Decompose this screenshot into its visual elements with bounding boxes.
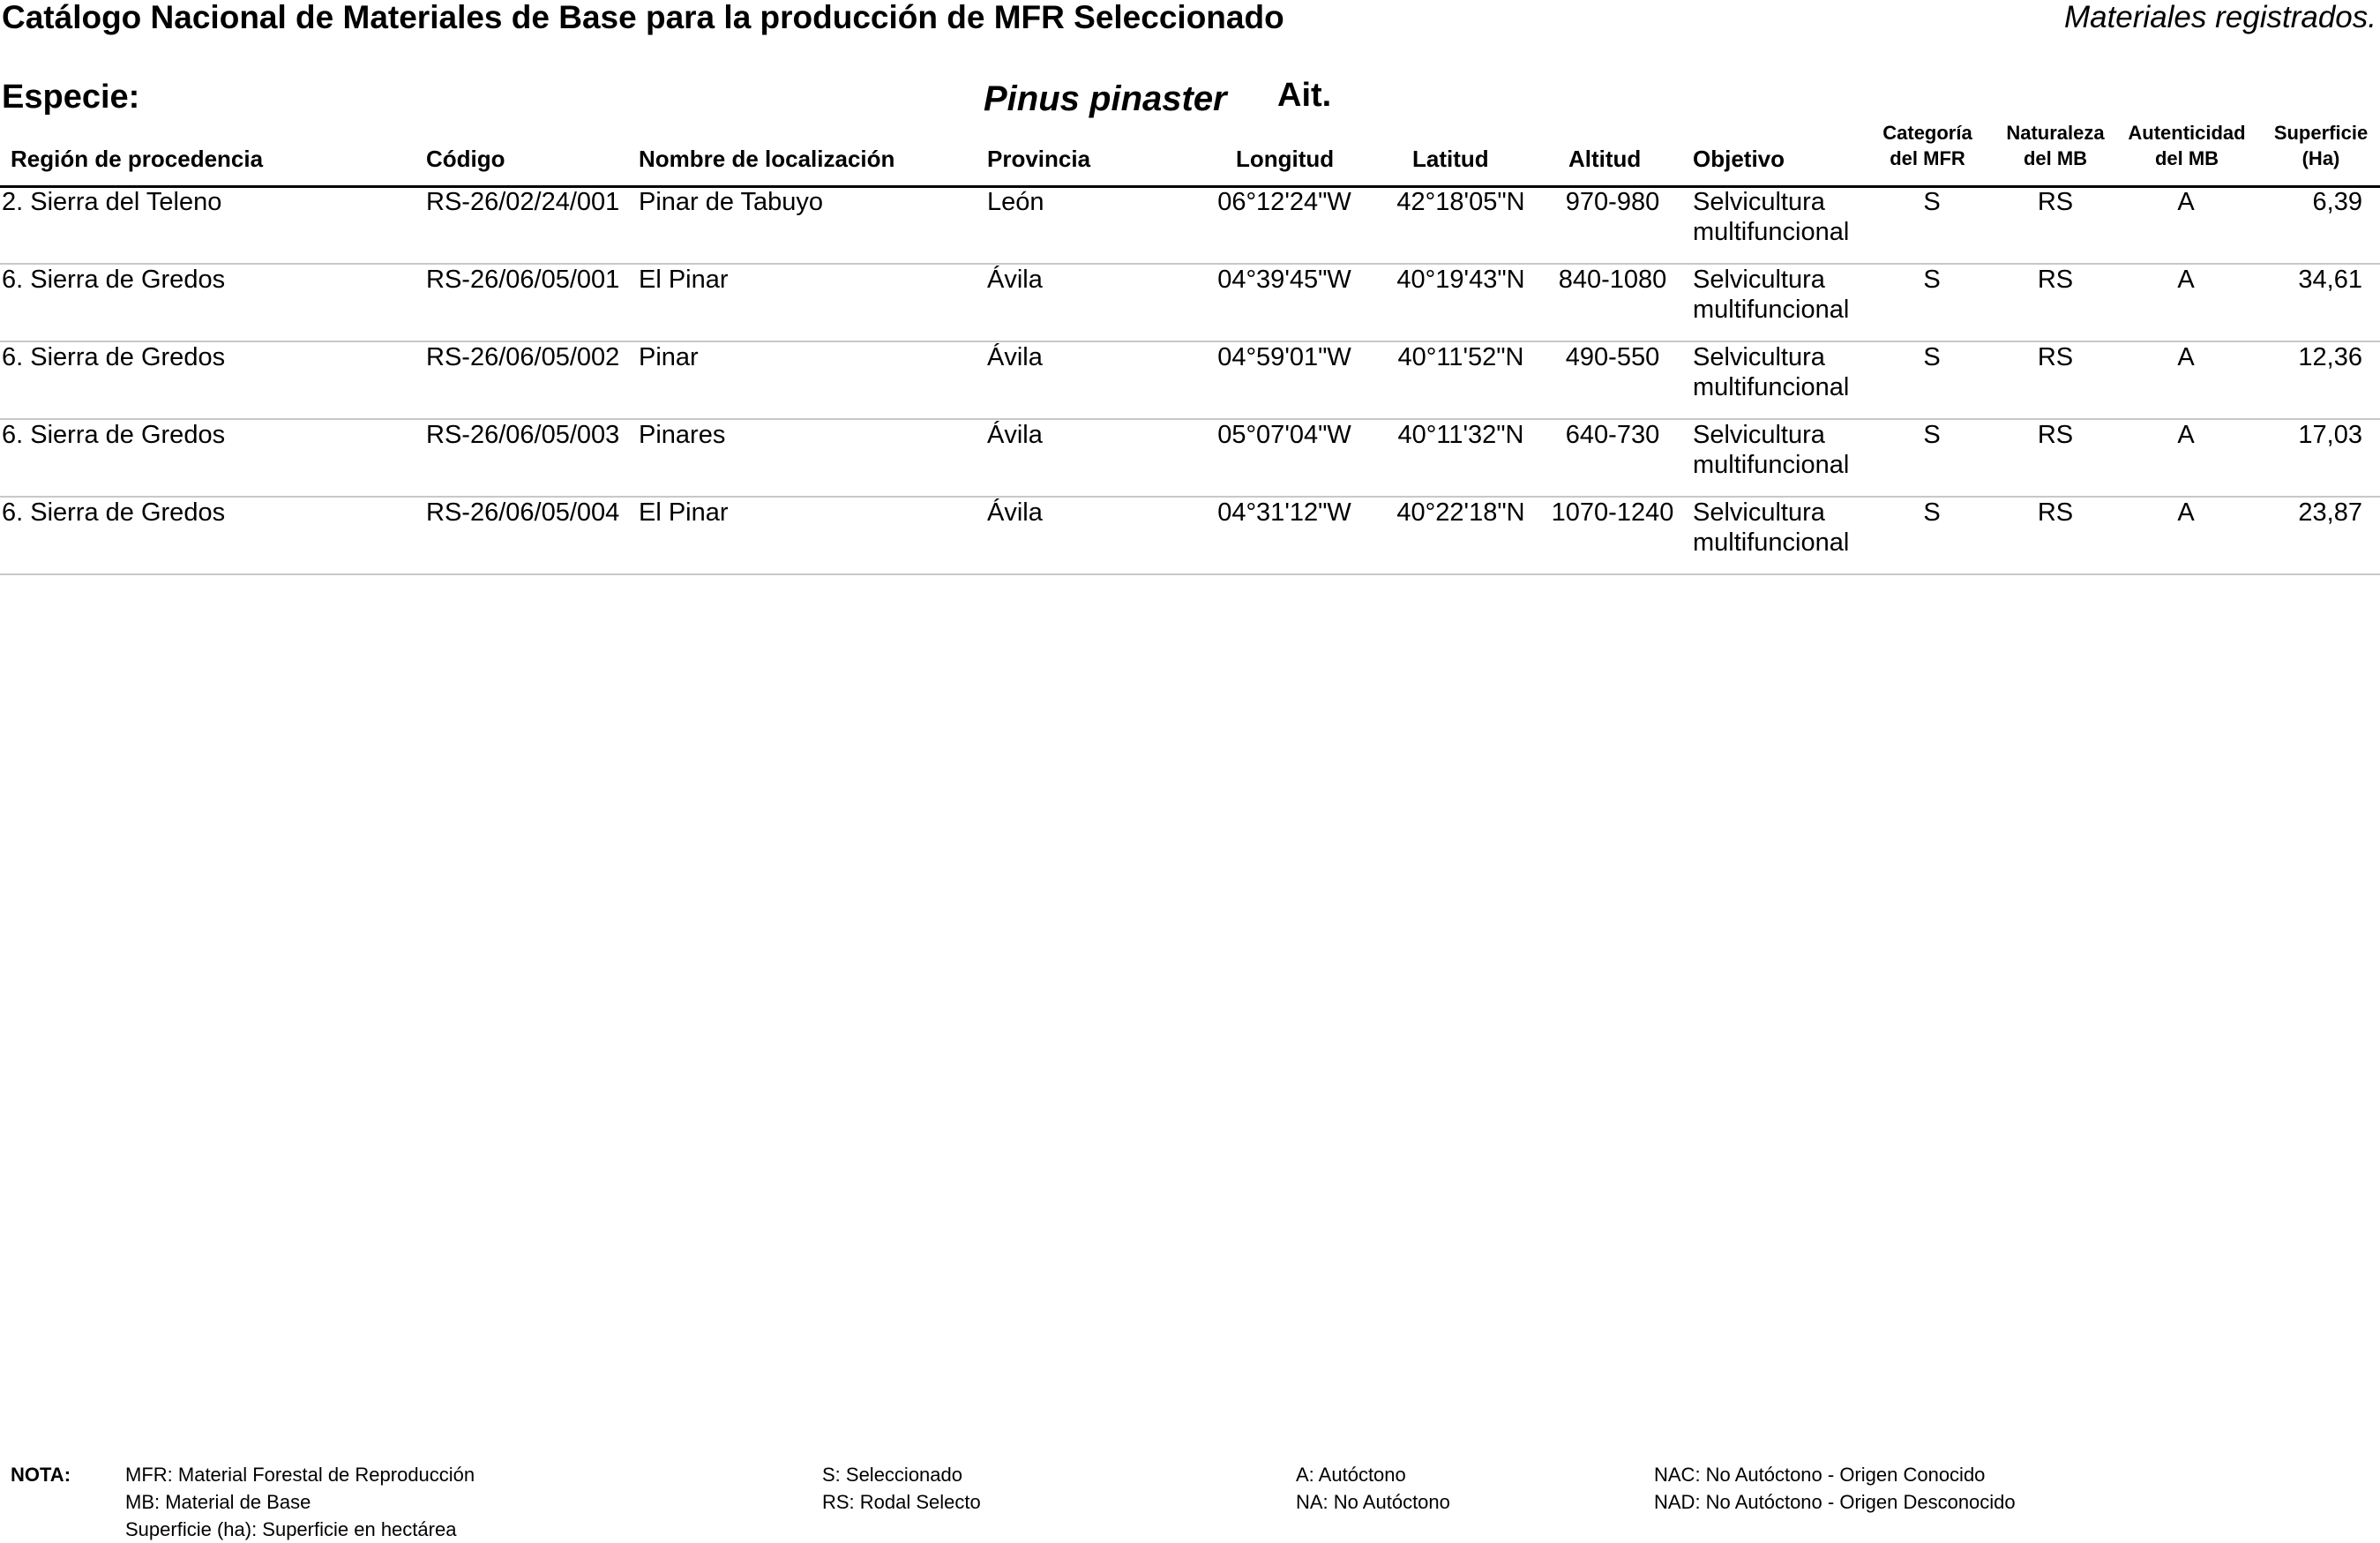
cell-codigo: RS-26/02/24/001 (426, 188, 620, 216)
cell-superficie: 12,36 (2298, 343, 2362, 371)
document-subtitle: Materiales registrados. (2063, 0, 2376, 34)
cell-categoria: S (1923, 421, 1941, 449)
col-header-codigo: Código (426, 146, 505, 172)
cell-altitud: 970-980 (1565, 188, 1660, 216)
cell-objetivo: Selvicultura multifuncional (1693, 421, 1850, 479)
col-header-categoria: Categoría del MFR (1882, 122, 1972, 169)
cell-nombre: Pinares (639, 421, 726, 449)
cell-autenticidad: A (2177, 498, 2195, 527)
cell-codigo: RS-26/06/05/001 (426, 266, 620, 294)
cell-nombre: El Pinar (639, 498, 729, 527)
note-rs: RS: Rodal Selecto (822, 1491, 981, 1513)
cell-altitud: 840-1080 (1558, 266, 1667, 294)
cell-codigo: RS-26/06/05/003 (426, 421, 620, 449)
cell-longitud: 04°39'45"W (1217, 266, 1351, 294)
note-na: NA: No Autóctono (1296, 1491, 1450, 1513)
cell-codigo: RS-26/06/05/002 (426, 343, 620, 371)
cell-naturaleza: RS (2037, 188, 2074, 216)
cell-naturaleza: RS (2037, 266, 2074, 294)
table-row (0, 187, 2380, 265)
table-row (0, 420, 2380, 498)
cell-objetivo: Selvicultura multifuncional (1693, 266, 1850, 324)
cell-provincia: Ávila (987, 266, 1043, 294)
cell-longitud: 06°12'24"W (1217, 188, 1351, 216)
cell-altitud: 1070-1240 (1551, 498, 1674, 527)
cell-nombre: Pinar de Tabuyo (639, 188, 824, 216)
cell-longitud: 05°07'04"W (1217, 421, 1351, 449)
cell-naturaleza: RS (2037, 498, 2074, 527)
col-header-region: Región de procedencia (11, 146, 264, 172)
col-header-objetivo: Objetivo (1693, 146, 1785, 172)
notes-label: NOTA: (11, 1464, 71, 1486)
cell-nombre: Pinar (639, 343, 699, 371)
cell-nombre: El Pinar (639, 266, 729, 294)
col-header-superficie: Superficie (Ha) (2273, 122, 2369, 169)
cell-autenticidad: A (2177, 266, 2195, 294)
cell-provincia: Ávila (987, 421, 1043, 449)
col-header-latitud: Latitud (1412, 146, 1489, 172)
col-header-longitud: Longitud (1236, 146, 1335, 172)
cell-provincia: León (987, 188, 1044, 216)
note-s: S: Seleccionado (822, 1464, 962, 1486)
cell-superficie: 6,39 (2312, 188, 2362, 216)
cell-objetivo: Selvicultura multifuncional (1693, 343, 1850, 401)
cell-longitud: 04°59'01"W (1217, 343, 1351, 371)
cell-provincia: Ávila (987, 498, 1043, 527)
table-row (0, 498, 2380, 575)
cell-autenticidad: A (2177, 421, 2195, 449)
col-header-naturaleza: Naturaleza del MB (2006, 122, 2105, 169)
cell-latitud: 40°11'32"N (1397, 421, 1524, 449)
cell-region: 6. Sierra de Gredos (2, 421, 226, 449)
cell-superficie: 17,03 (2298, 421, 2362, 449)
cell-superficie: 23,87 (2298, 498, 2362, 527)
cell-autenticidad: A (2177, 343, 2195, 371)
col-header-nombre: Nombre de localización (639, 146, 895, 172)
note-nac: NAC: No Autóctono - Origen Conocido (1654, 1464, 1986, 1486)
cell-latitud: 42°18'05"N (1396, 188, 1525, 216)
note-a: A: Autóctono (1296, 1464, 1406, 1486)
cell-latitud: 40°19'43"N (1396, 266, 1525, 294)
cell-naturaleza: RS (2037, 421, 2074, 449)
cell-categoria: S (1923, 188, 1941, 216)
cell-longitud: 04°31'12"W (1217, 498, 1351, 527)
cell-latitud: 40°22'18"N (1396, 498, 1525, 527)
document-title: Catálogo Nacional de Materiales de Base para la producción de MFR Seleccionado (2, 0, 1284, 35)
table-row (0, 342, 2380, 420)
note-mfr: MFR: Material Forestal de Reproducción (125, 1464, 475, 1486)
species-name: Pinus pinaster (984, 79, 1227, 118)
cell-categoria: S (1923, 343, 1941, 371)
cell-objetivo: Selvicultura multifuncional (1693, 188, 1850, 246)
col-header-altitud: Altitud (1568, 146, 1642, 172)
cell-altitud: 640-730 (1565, 421, 1660, 449)
note-mb: MB: Material de Base (125, 1491, 311, 1513)
cell-objetivo: Selvicultura multifuncional (1693, 498, 1850, 557)
cell-altitud: 490-550 (1565, 343, 1660, 371)
col-header-provincia: Provincia (987, 146, 1091, 172)
cell-autenticidad: A (2177, 188, 2195, 216)
cell-latitud: 40°11'52"N (1397, 343, 1524, 371)
cell-region: 6. Sierra de Gredos (2, 343, 226, 371)
cell-superficie: 34,61 (2298, 266, 2362, 294)
cell-naturaleza: RS (2037, 343, 2074, 371)
note-nad: NAD: No Autóctono - Origen Desconocido (1654, 1491, 2016, 1513)
note-superficie: Superficie (ha): Superficie en hectárea (125, 1518, 457, 1540)
cell-categoria: S (1923, 266, 1941, 294)
cell-region: 6. Sierra de Gredos (2, 266, 226, 294)
cell-region: 6. Sierra de Gredos (2, 498, 226, 527)
species-label: Especie: (2, 79, 140, 116)
col-header-autenticidad: Autenticidad del MB (2128, 122, 2246, 169)
table-row (0, 265, 2380, 342)
cell-provincia: Ávila (987, 343, 1043, 371)
species-author: Ait. (1277, 77, 1332, 114)
table-body (0, 187, 2380, 575)
cell-codigo: RS-26/06/05/004 (426, 498, 620, 527)
cell-categoria: S (1923, 498, 1941, 527)
cell-region: 2. Sierra del Teleno (2, 188, 222, 216)
